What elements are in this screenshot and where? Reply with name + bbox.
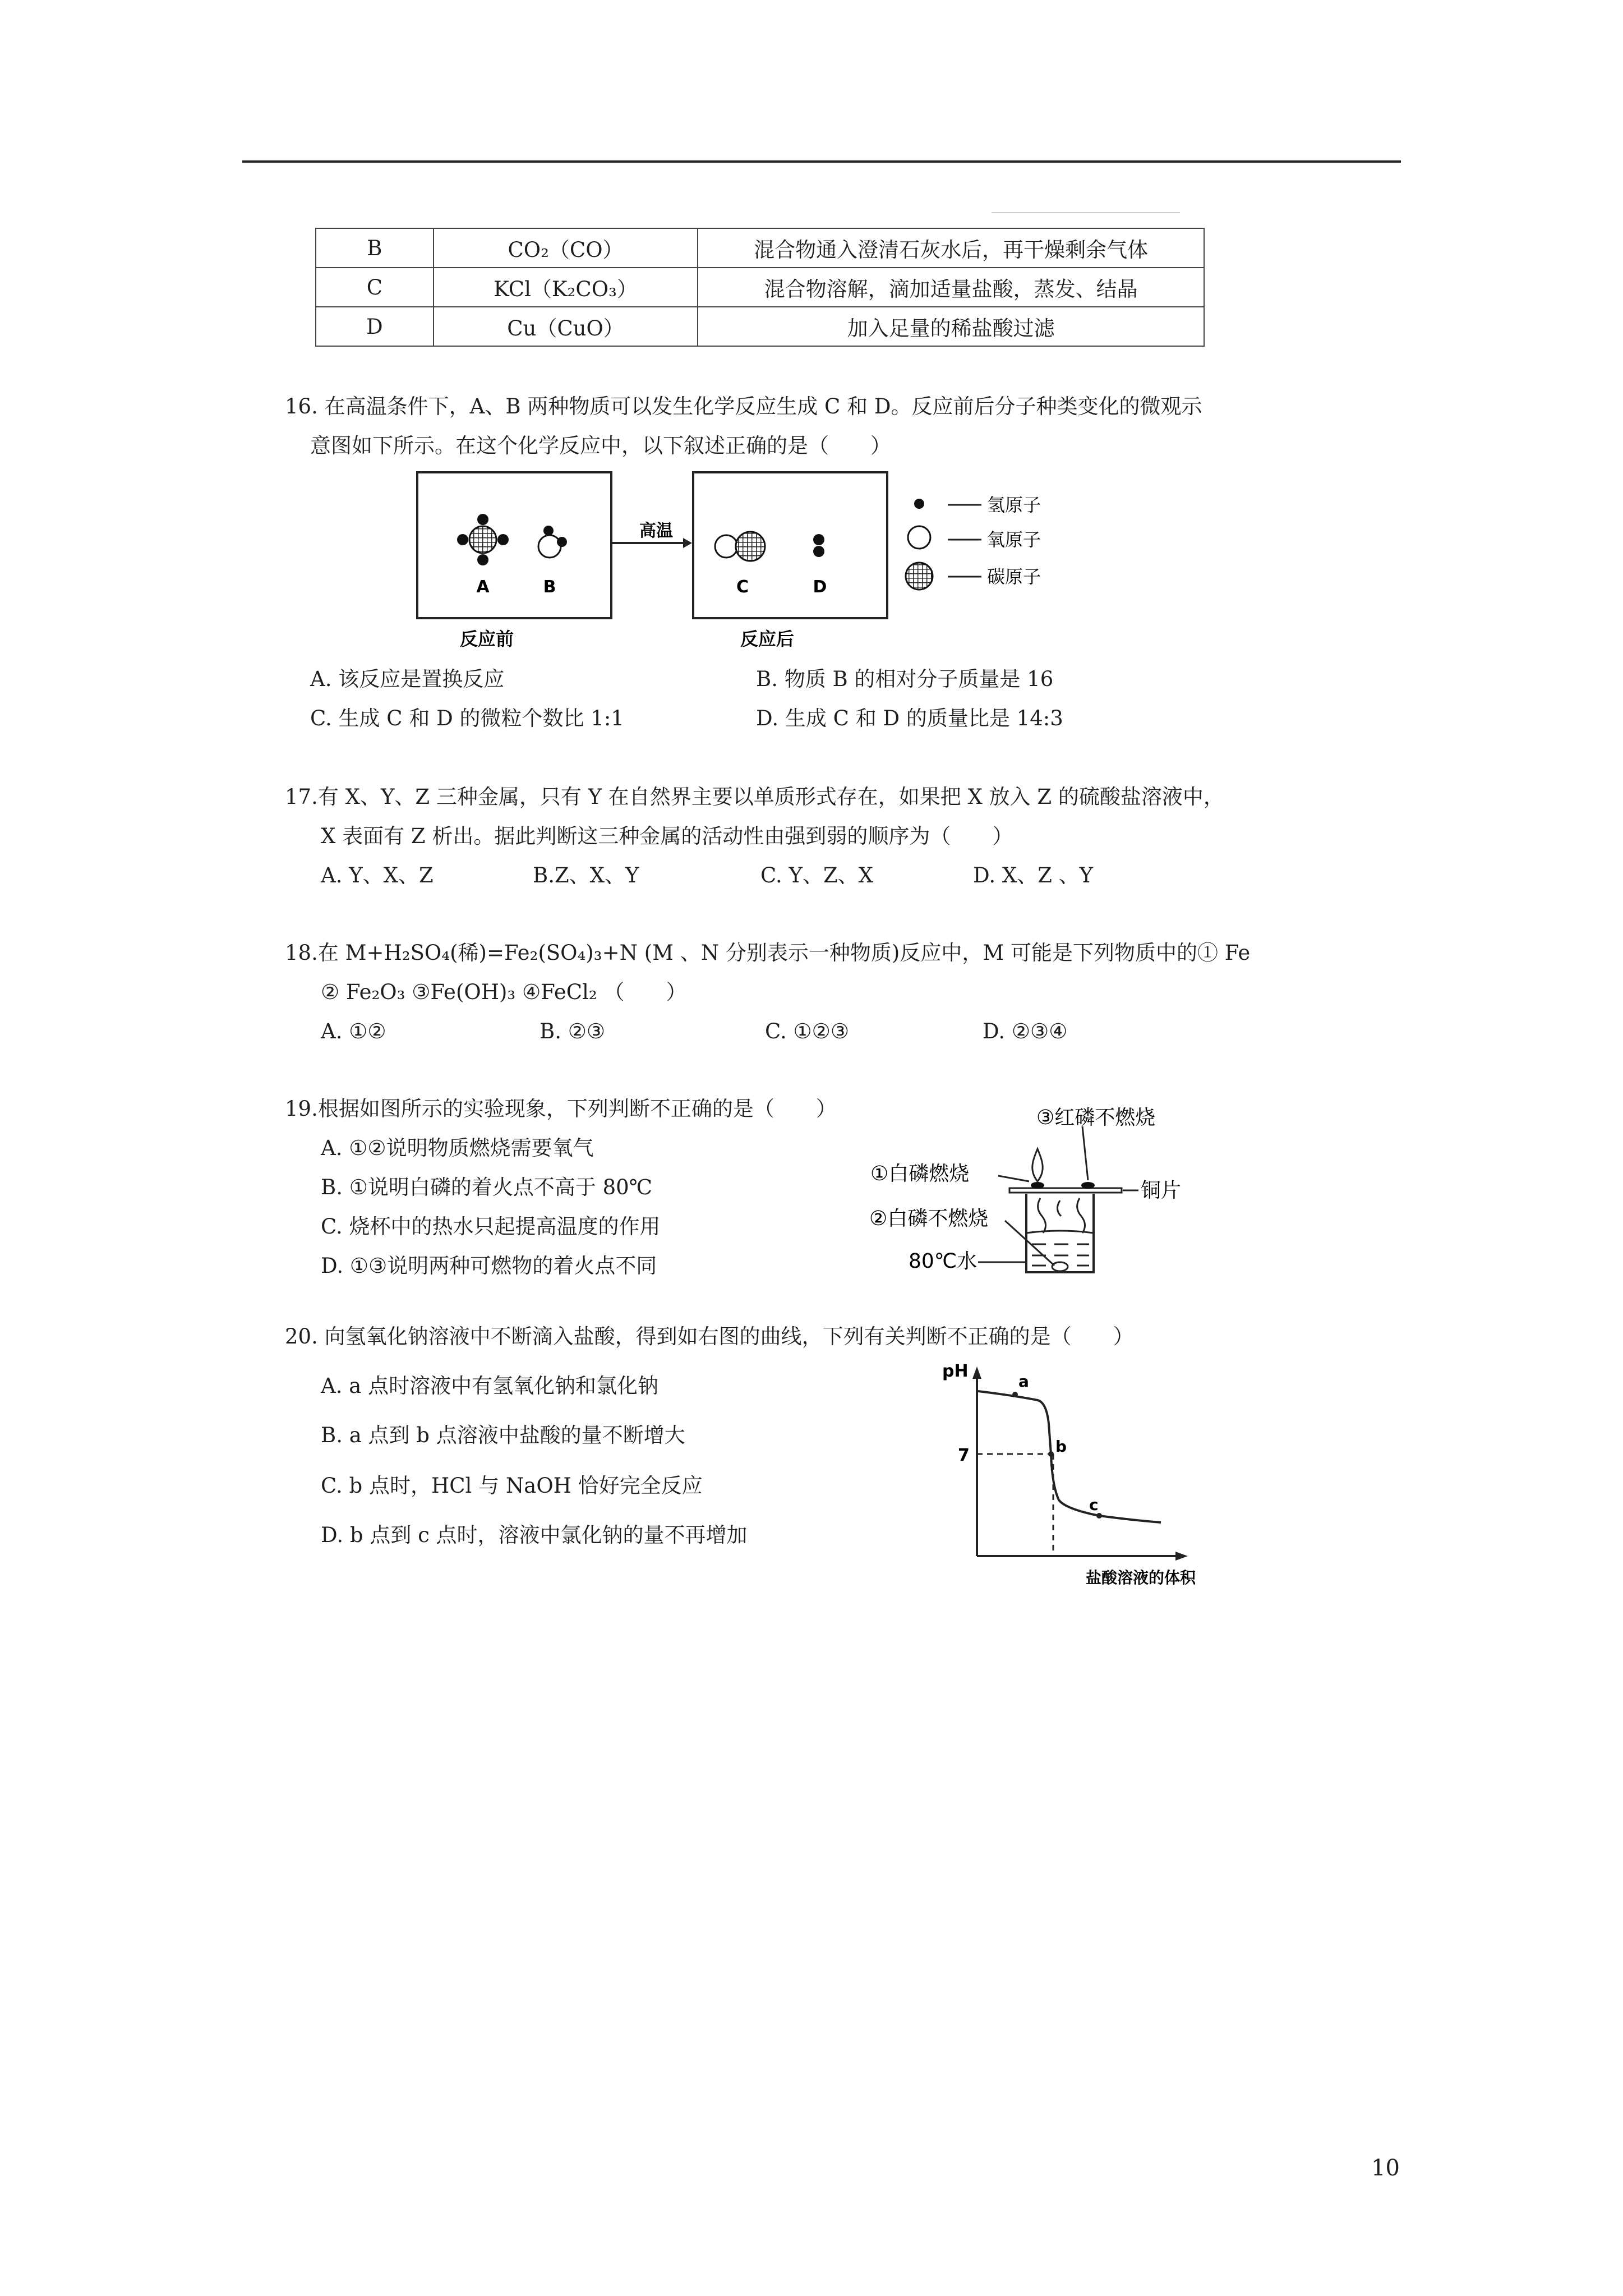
q16-option-D: D. 生成 C 和 D 的质量比是 14:3 (756, 706, 1063, 730)
table-cell: KCl（K₂CO₃） (434, 268, 698, 307)
q19-option-A: A. ①②说明物质燃烧需要氧气 (321, 1136, 594, 1160)
molecule-C (715, 532, 765, 561)
q18-stem-line1: 18.在 M+H₂SO₄(稀)=Fe₂(SO₄)₃+N (M 、N 分别表示一种物质)反应中，M 可能是下列物质中的① Fe (285, 941, 1251, 965)
faint-rule (992, 212, 1180, 213)
table-row (316, 268, 1204, 307)
table-row (316, 228, 1204, 268)
label-water: 80℃水 (909, 1250, 978, 1273)
red-phosphorus (1081, 1182, 1095, 1189)
legend (906, 494, 1041, 590)
molecule-D (813, 534, 824, 557)
label-white-noburn: ②白磷不燃烧 (869, 1207, 989, 1230)
point-b (1048, 1451, 1054, 1457)
table-row (316, 307, 1204, 346)
ph-curve-chart (931, 1356, 1223, 1592)
flame-icon (1032, 1149, 1043, 1181)
q16-option-A: A. 该反应是置换反应 (310, 667, 505, 691)
q18-option-A: A. ①② (321, 1019, 386, 1043)
q17-option-D: D. X、Z 、Y (973, 863, 1094, 887)
table-cell: 混合物通入澄清石灰水后，再干燥剩余气体 (698, 228, 1204, 268)
q16-option-C: C. 生成 C 和 D 的微粒个数比 1:1 (310, 706, 624, 730)
q19-option-B: B. ①说明白磷的着火点不高于 80℃ (321, 1175, 653, 1199)
oxygen-icon (908, 526, 930, 549)
label-red-noburn: ③红磷不燃烧 (1036, 1106, 1156, 1129)
options-table (315, 228, 1205, 347)
header-rule (242, 160, 1401, 163)
label-b: b (1055, 1437, 1067, 1456)
legend-carbon: 碳原子 (987, 566, 1041, 587)
q16-option-B: B. 物质 B 的相对分子质量是 16 (756, 667, 1054, 691)
q17-option-C: C. Y、Z、X (760, 863, 873, 887)
reaction-diagram (415, 470, 1077, 661)
point-a (1012, 1392, 1018, 1397)
white-phosphorus-underwater (1052, 1262, 1068, 1271)
q17-option-A: A. Y、X、Z (321, 863, 434, 887)
copper-plate (1009, 1188, 1122, 1193)
page-number: 10 (1371, 2155, 1400, 2181)
label-D: D (813, 577, 827, 597)
table-cell: 加入足量的稀盐酸过滤 (698, 307, 1204, 346)
q18-option-D: D. ②③④ (983, 1019, 1068, 1043)
q16-stem-line2: 意图如下所示。在这个化学反应中，以下叙述正确的是（ ） (310, 434, 891, 458)
carbon-icon (906, 563, 933, 590)
q20-option-D: D. b 点到 c 点时，溶液中氯化钠的量不再增加 (321, 1523, 748, 1547)
ph-curve (978, 1391, 1161, 1522)
table-cell: Cu（CuO） (434, 307, 698, 346)
label-c: c (1089, 1496, 1099, 1514)
label-before: 反应前 (459, 628, 514, 650)
q18-stem-line2: ② Fe₂O₃ ③Fe(OH)₃ ④FeCl₂ （ ） (321, 980, 687, 1004)
legend-oxygen: 氧原子 (987, 529, 1041, 550)
q20-option-A: A. a 点时溶液中有氢氧化钠和氯化钠 (321, 1374, 659, 1398)
molecule-A (457, 514, 509, 565)
white-phosphorus (1031, 1182, 1044, 1189)
arrow-label: 高温 (639, 521, 673, 541)
label-copper: 铜片 (1141, 1179, 1182, 1202)
q19-option-D: D. ①③说明两种可燃物的着火点不同 (321, 1254, 657, 1278)
label-B: B (543, 577, 556, 597)
table-cell: D (316, 307, 434, 346)
q20-option-B: B. a 点到 b 点溶液中盐酸的量不断增大 (321, 1423, 685, 1447)
q19-stem: 19.根据如图所示的实验现象，下列判断不正确的是（ ） (285, 1097, 837, 1121)
q17-stem-line2: X 表面有 Z 析出。据此判断这三种金属的活动性由强到弱的顺序为（ ） (321, 824, 1013, 848)
y-axis-label: pH (942, 1361, 969, 1381)
legend-hydrogen: 氢原子 (987, 494, 1041, 516)
table-cell: CO₂（CO） (434, 228, 698, 268)
combustion-figure (858, 1104, 1217, 1283)
table-cell: B (316, 228, 434, 268)
q16-stem-line1: 16. 在高温条件下，A、B 两种物质可以发生化学反应生成 C 和 D。反应前后分子种类变化的微观示 (285, 394, 1202, 418)
table-cell: 混合物溶解，滴加适量盐酸，蒸发、结晶 (698, 268, 1204, 307)
label-A: A (476, 577, 490, 597)
label-white-burn: ①白磷燃烧 (870, 1162, 970, 1185)
x-axis-label: 盐酸溶液的体积 (1086, 1568, 1196, 1587)
q17-stem-line1: 17.有 X、Y、Z 三种金属，只有 Y 在自然界主要以单质形式存在，如果把 X 放入 Z 的硫酸盐溶液中， (285, 785, 1224, 809)
label-after: 反应后 (740, 628, 795, 650)
q18-option-C: C. ①②③ (765, 1019, 850, 1043)
q17-option-B: B.Z、X、Y (533, 863, 639, 887)
q20-option-C: C. b 点时，HCl 与 NaOH 恰好完全反应 (321, 1474, 703, 1498)
molecule-B (538, 526, 567, 558)
table-cell: C (316, 268, 434, 307)
q19-option-C: C. 烧杯中的热水只起提高温度的作用 (321, 1214, 661, 1239)
hydrogen-icon (914, 499, 924, 509)
q18-option-B: B. ②③ (540, 1019, 606, 1043)
label-a: a (1018, 1372, 1029, 1391)
tick-7: 7 (958, 1446, 970, 1465)
beaker (1026, 1194, 1094, 1272)
before-box (417, 472, 611, 618)
q20-stem: 20. 向氢氧化钠溶液中不断滴入盐酸，得到如右图的曲线，下列有关判断不正确的是（ ） (285, 1324, 1134, 1349)
label-C: C (736, 577, 749, 597)
